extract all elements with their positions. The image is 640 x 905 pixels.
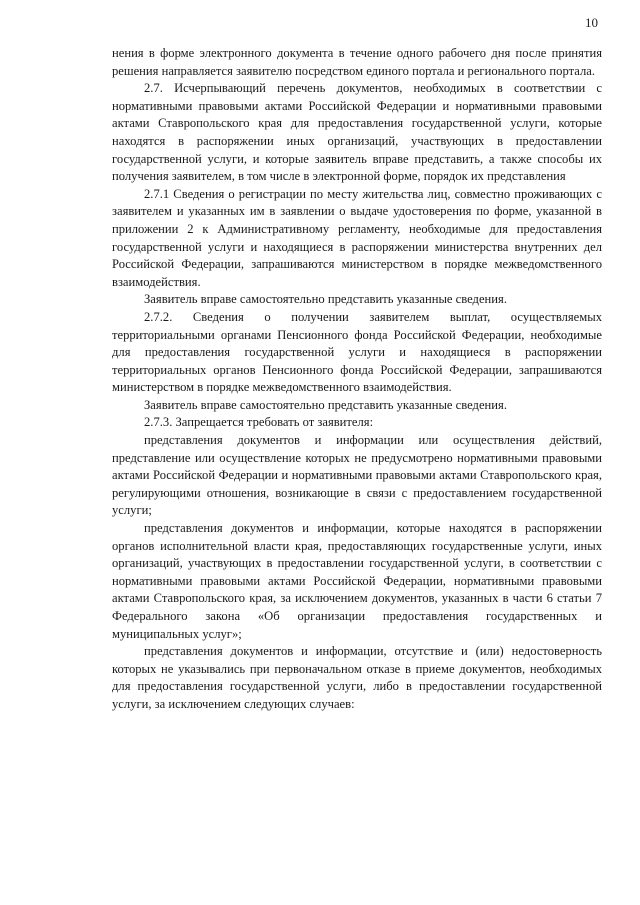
paragraph-section-2-7-3: 2.7.3. Запрещается требовать от заявителя: [144, 415, 374, 430]
paragraph-applicant-right-1: Заявитель вправе самостоятельно представить указанные сведения. [144, 292, 507, 307]
paragraph-section-2-7-2: 2.7.2. Сведения о получении заявителем выплат, осуществляемых территориальными органами Пенсионного фонда Российской Федерации, необходимые для предоставления государственной услуги и находящиеся в распоряжении территориальных органов Пенсионного фонда Российской Федерации, запрашиваются министерством в порядке межведомственного взаимодействия. [112, 309, 602, 395]
paragraph-prohibition-3: представления документов и информации, отсутствие и (или) недостоверность которых не указывались при первоначальном отказе в приеме документов, необходимых для предоставления государственной услуги, либо в предоставлении государственной услуги, за исключением следующих случаев: [112, 644, 602, 711]
paragraph-prohibition-2: представления документов и информации, которые находятся в распоряжении органов исполнительной власти края, предоставляющих государственные услуги, иных организаций, участвующих в предоставлении государственной услуги, в соответствии с нормативными правовыми актами Российской Федерации, нормативными правовыми актами Ставропольского края, за исключением документов, указанных в части 6 статьи 7 Федерального закона «Об организации предоставления государственных и муниципальных услуг»; [112, 521, 602, 641]
paragraph-continuation: нения в форме электронного документа в течение одного рабочего дня после принятия решения направляется заявителю посредством единого портала и регионального портала. [112, 46, 602, 78]
page-number: 10 [585, 15, 598, 30]
paragraph-prohibition-1: представления документов и информации или осуществления действий, представление или осуществление которых не предусмотрено нормативными правовыми актами Российской Федерации и нормативными правовыми актами Ставропольского края, регулирующими отношения, возникающие в связи с предоставлением государственной услуги; [112, 433, 602, 518]
document-body [112, 45, 602, 714]
paragraph-applicant-right-2: Заявитель вправе самостоятельно представить указанные сведения. [144, 397, 507, 412]
paragraph-section-2-7: 2.7. Исчерпывающий перечень документов, необходимых в соответствии с нормативными правовыми актами Российской Федерации и нормативными правовыми актами Ставропольского края для предоставления государственной услуги, которые находятся в распоряжении иных организаций, участвующих в предоставлении государственной услуги, и которые заявитель вправе представить, а также способы их получения заявителем, в том числе в электронной форме, порядок их представления [112, 81, 602, 184]
paragraph-section-2-7-1: 2.7.1 Сведения о регистрации по месту жительства лиц, совместно проживающих с заявителем и указанных им в заявлении о выдаче удостоверения по форме, указанной в приложении 2 к Административному регламенту, необходимые для предоставления государственной услуги и находящиеся в распоряжении министерства внутренних дел Российской Федерации, запрашиваются министерством в порядке межведомственного взаимодействия. [112, 186, 602, 289]
